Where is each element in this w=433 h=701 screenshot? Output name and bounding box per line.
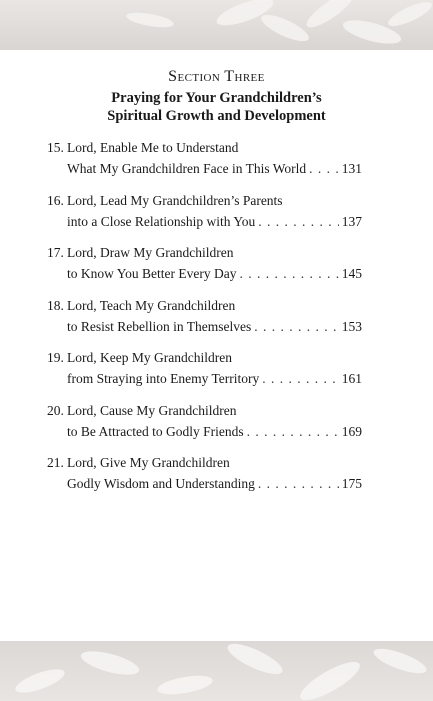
toc-entry — [47, 347, 362, 400]
entry-title-line-2: from Straying into Enemy Territory — [67, 371, 260, 386]
toc-entry — [47, 137, 362, 190]
toc-entry — [47, 400, 362, 453]
entry-title-line-1: Lord, Keep My Grandchildren — [67, 350, 232, 365]
dot-leader — [258, 473, 339, 494]
decorative-header-band — [0, 0, 433, 50]
table-of-contents — [47, 137, 362, 505]
toc-entry — [47, 242, 362, 295]
entry-title-line-1: Lord, Lead My Grandchildren’s Parents — [67, 192, 283, 208]
entry-page-number: 153 — [341, 318, 362, 334]
entry-number: 16. — [47, 192, 64, 208]
toc-entry — [47, 295, 362, 348]
entry-page-number: 175 — [341, 476, 362, 491]
entry-page-number: 169 — [341, 423, 362, 439]
entry-title-line-2: to Resist Rebellion in Themselves — [67, 318, 252, 334]
entry-number: 20. — [47, 402, 64, 418]
entry-title-line-1: Lord, Draw My Grandchildren — [67, 245, 234, 260]
dot-leader — [258, 211, 338, 232]
toc-entry — [47, 190, 362, 243]
dot-leader — [239, 263, 338, 284]
entry-page-number: 137 — [341, 213, 362, 229]
section-title — [0, 89, 433, 125]
section-title-line-2: Spiritual Growth and Development — [107, 108, 326, 124]
entry-number: 18. — [47, 297, 64, 313]
dot-leader — [262, 368, 338, 389]
entry-title-line-2: Godly Wisdom and Understanding — [67, 476, 255, 491]
entry-title-line-2: to Be Attracted to Godly Friends — [67, 423, 244, 439]
dot-leader — [247, 421, 339, 442]
entry-number: 17. — [47, 245, 64, 260]
entry-number: 21. — [47, 455, 64, 470]
section-title-line-1: Praying for Your Grandchildren’s — [111, 90, 322, 106]
decorative-footer-band — [0, 641, 433, 701]
entry-number: 15. — [47, 140, 64, 155]
entry-page-number: 161 — [341, 371, 362, 386]
entry-title-line-1: Lord, Enable Me to Understand — [67, 140, 239, 155]
entry-number: 19. — [47, 350, 64, 365]
entry-title-line-2: to Know You Better Every Day — [67, 266, 237, 281]
toc-entry — [47, 452, 362, 505]
dot-leader — [309, 158, 339, 179]
entry-title-line-1: Lord, Give My Grandchildren — [67, 455, 230, 470]
entry-title-line-2: into a Close Relationship with You — [67, 213, 256, 229]
leaf-pattern-icon — [0, 641, 433, 701]
dot-leader — [254, 316, 339, 337]
entry-title-line-1: Lord, Teach My Grandchildren — [67, 297, 236, 313]
entry-title-line-1: Lord, Cause My Grandchildren — [67, 402, 237, 418]
leaf-pattern-icon — [0, 0, 433, 50]
entry-page-number: 145 — [341, 266, 362, 281]
entry-page-number: 131 — [341, 161, 362, 176]
section-label: Section Three — [168, 68, 265, 85]
entry-title-line-2: What My Grandchildren Face in This World — [67, 161, 307, 176]
